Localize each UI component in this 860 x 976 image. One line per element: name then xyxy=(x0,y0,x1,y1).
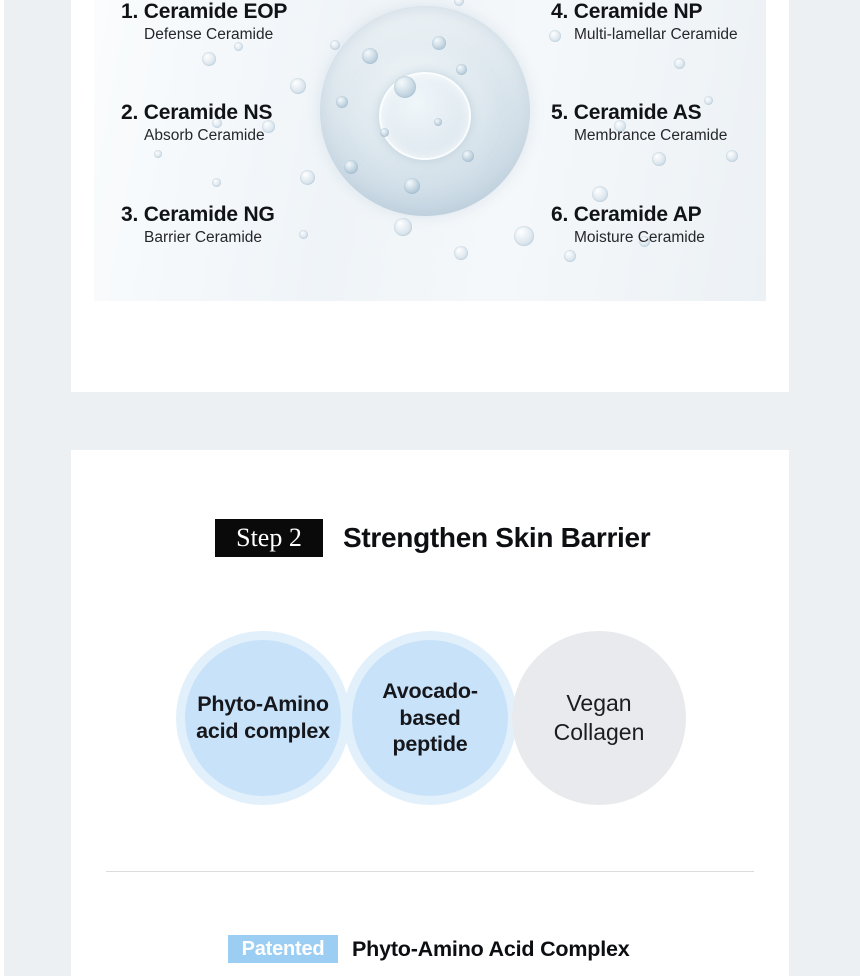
step2-section xyxy=(71,450,789,976)
ingredient-circle-vegan-collagen xyxy=(512,631,686,805)
ceramide-section xyxy=(71,0,789,392)
ceramide-title: 3. Ceramide NG xyxy=(121,203,275,226)
bubble-decoration xyxy=(154,150,162,158)
bubble-decoration xyxy=(300,170,315,185)
ceramide-item-2 xyxy=(121,101,421,145)
bubble-decoration xyxy=(394,76,416,98)
circle-label xyxy=(352,678,508,758)
ceramide-desc: Absorb Ceramide xyxy=(144,127,265,144)
bubble-decoration xyxy=(454,246,468,260)
bubble-decoration xyxy=(432,36,446,50)
bubble-decoration xyxy=(344,160,358,174)
ceramide-item-6 xyxy=(551,203,851,247)
bubble-decoration xyxy=(514,226,534,246)
ceramide-item-4 xyxy=(551,0,851,44)
bubble-decoration xyxy=(726,150,738,162)
ingredient-circle-avocado-peptide xyxy=(352,640,508,796)
step-badge: Step 2 xyxy=(215,519,323,557)
section-divider xyxy=(106,871,754,872)
circle-label-line1: Avocado-based xyxy=(382,679,478,730)
bubble-decoration xyxy=(404,178,420,194)
bubble-decoration xyxy=(564,250,576,262)
circle-label-line1: Vegan xyxy=(566,689,632,716)
circle-label-line2: Collagen xyxy=(553,719,645,745)
bubble-decoration xyxy=(202,52,216,66)
ceramide-title: 1. Ceramide EOP xyxy=(121,0,288,23)
ceramide-title: 6. Ceramide AP xyxy=(551,203,702,226)
ceramide-title: 2. Ceramide NS xyxy=(121,101,273,124)
ceramide-item-3 xyxy=(121,203,421,247)
ceramide-desc: Multi-lamellar Ceramide xyxy=(574,26,738,43)
ingredient-circle-phyto-amino xyxy=(185,640,341,796)
step-heading: Strengthen Skin Barrier xyxy=(343,522,651,553)
bubble-decoration xyxy=(362,48,378,64)
patented-badge: Patented xyxy=(228,935,338,963)
ceramide-desc: Membrance Ceramide xyxy=(574,127,728,144)
patented-title: Phyto-Amino Acid Complex xyxy=(352,936,630,961)
circle-label xyxy=(554,689,645,748)
circle-label-line2: acid complex xyxy=(196,719,330,743)
circle-label-line2: peptide xyxy=(392,732,468,757)
bubble-decoration xyxy=(652,152,666,166)
circle-label xyxy=(196,691,330,744)
bubble-decoration xyxy=(456,64,467,75)
bubble-decoration xyxy=(592,186,608,202)
bubble-decoration xyxy=(454,0,464,6)
bubble-decoration xyxy=(462,150,474,162)
ceramide-title: 4. Ceramide NP xyxy=(551,0,703,23)
ceramide-desc: Moisture Ceramide xyxy=(574,229,705,246)
ceramide-item-1 xyxy=(121,0,421,44)
left-edge-strip xyxy=(0,0,4,976)
bubble-decoration xyxy=(674,58,685,69)
bubble-decoration xyxy=(434,118,442,126)
ceramide-item-5 xyxy=(551,101,851,145)
bubble-decoration xyxy=(290,78,306,94)
bubble-decoration xyxy=(212,178,221,187)
circle-label-line1: Phyto-Amino xyxy=(197,692,329,717)
ceramide-title: 5. Ceramide AS xyxy=(551,101,702,124)
ceramide-bubbles-image xyxy=(94,0,766,301)
ceramide-desc: Barrier Ceramide xyxy=(144,229,263,246)
ceramide-desc: Defense Ceramide xyxy=(144,26,274,43)
